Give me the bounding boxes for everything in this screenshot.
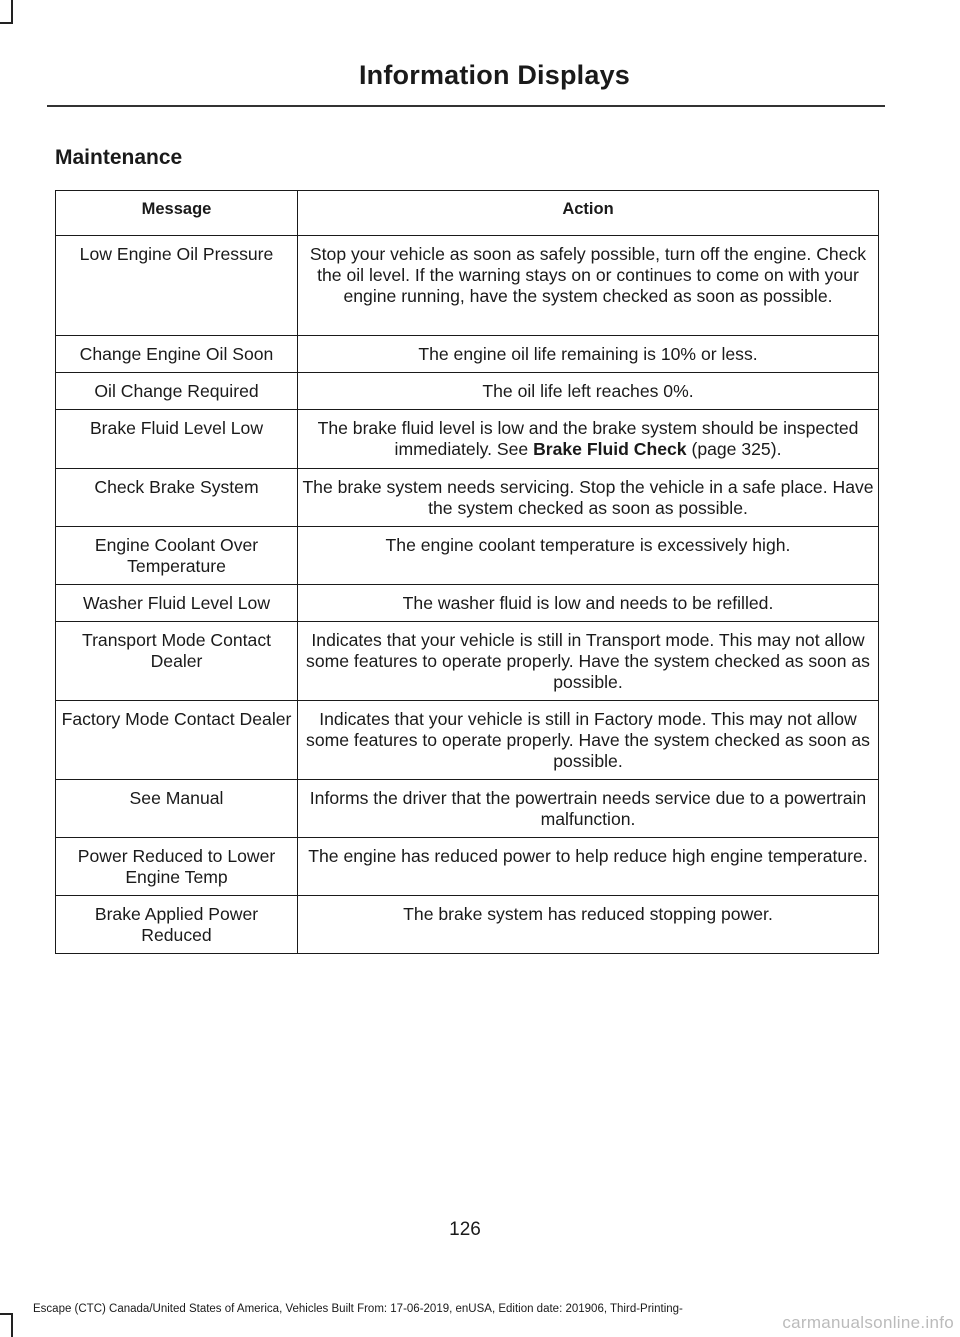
crop-mark bbox=[11, 0, 13, 22]
action-cell: The brake system needs servicing. Stop the vehicle in a safe place. Have the system checked as soon as possible. bbox=[298, 469, 879, 527]
action-cell: The brake system has reduced stopping power. bbox=[298, 896, 879, 954]
footer-text: Escape (CTC) Canada/United States of America, Vehicles Built From: 17-06-2019, enUSA, Edition date: 201906, Third-Printing- bbox=[33, 1303, 683, 1315]
table-row bbox=[56, 469, 879, 527]
crop-mark bbox=[11, 1315, 13, 1337]
action-cell: The engine has reduced power to help reduce high engine temperature. bbox=[298, 838, 879, 896]
action-cell bbox=[298, 410, 879, 469]
table-row bbox=[56, 527, 879, 585]
message-cell: Low Engine Oil Pressure bbox=[56, 236, 298, 336]
action-cell: Indicates that your vehicle is still in Transport mode. This may not allow some features to operate properly. Have the system checked as soon as possible. bbox=[298, 622, 879, 701]
message-cell: Brake Fluid Level Low bbox=[56, 410, 298, 469]
action-cell: Informs the driver that the powertrain needs service due to a powertrain malfunction. bbox=[298, 780, 879, 838]
page-number: 126 bbox=[449, 1219, 481, 1240]
page-reference: (page 325). bbox=[686, 439, 782, 459]
table-row bbox=[56, 410, 879, 469]
table-row bbox=[56, 373, 879, 410]
action-cell: The engine oil life remaining is 10% or less. bbox=[298, 336, 879, 373]
table-row bbox=[56, 896, 879, 954]
message-cell: Check Brake System bbox=[56, 469, 298, 527]
message-cell: Factory Mode Contact Dealer bbox=[56, 701, 298, 780]
table-row bbox=[56, 585, 879, 622]
message-cell: Engine Coolant Over Temperature bbox=[56, 527, 298, 585]
message-cell: Oil Change Required bbox=[56, 373, 298, 410]
message-cell: Transport Mode Contact Dealer bbox=[56, 622, 298, 701]
table-row bbox=[56, 780, 879, 838]
table-header-row bbox=[56, 191, 879, 236]
action-text: The brake fluid level is low and the brake system should be inspected immediately. See bbox=[317, 418, 859, 459]
table-row bbox=[56, 701, 879, 780]
brake-fluid-check-link[interactable]: Brake Fluid Check bbox=[533, 439, 687, 459]
column-header-action: Action bbox=[298, 191, 879, 236]
column-header-message: Message bbox=[56, 191, 298, 236]
table-row bbox=[56, 336, 879, 373]
section-title: Maintenance bbox=[55, 146, 183, 169]
action-cell: The washer fluid is low and needs to be refilled. bbox=[298, 585, 879, 622]
message-cell: Brake Applied Power Reduced bbox=[56, 896, 298, 954]
message-cell: Washer Fluid Level Low bbox=[56, 585, 298, 622]
table-row bbox=[56, 622, 879, 701]
action-cell: Indicates that your vehicle is still in Factory mode. This may not allow some features to operate properly. Have the system checked as soon as possible. bbox=[298, 701, 879, 780]
table-row bbox=[56, 838, 879, 896]
action-cell: Stop your vehicle as soon as safely possible, turn off the engine. Check the oil level. If the warning stays on or continues to come on with your engine running, have the system checked as soon as possible. bbox=[298, 236, 879, 336]
action-cell: The engine coolant temperature is excessively high. bbox=[298, 527, 879, 585]
message-cell: Change Engine Oil Soon bbox=[56, 336, 298, 373]
message-cell: Power Reduced to Lower Engine Temp bbox=[56, 838, 298, 896]
message-cell: See Manual bbox=[56, 780, 298, 838]
crop-mark bbox=[0, 1313, 13, 1315]
page-header-title: Information Displays bbox=[358, 60, 630, 90]
table-row bbox=[56, 236, 879, 336]
maintenance-table bbox=[55, 190, 879, 954]
watermark: carmanualsonline.info bbox=[782, 1313, 954, 1332]
header-divider bbox=[47, 105, 885, 107]
action-cell: The oil life left reaches 0%. bbox=[298, 373, 879, 410]
crop-mark bbox=[0, 22, 13, 24]
